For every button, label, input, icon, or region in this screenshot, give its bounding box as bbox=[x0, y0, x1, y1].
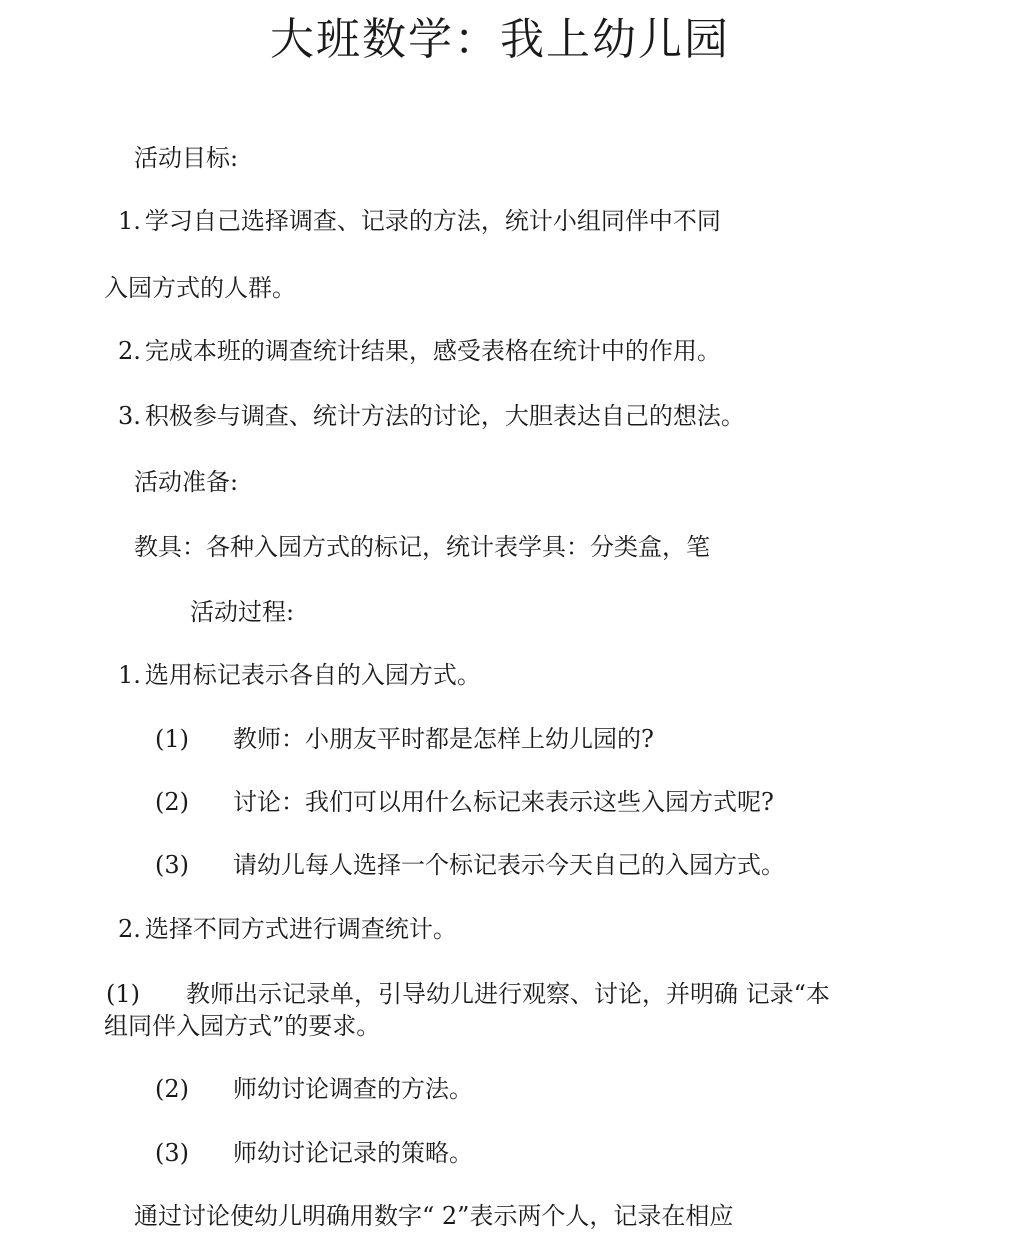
step-2-sub-3 bbox=[155, 1137, 473, 1169]
goal-2-text: 完成本班的调查统计结果，感受表格在统计中的作用。 bbox=[144, 337, 721, 365]
closing-paragraph: 通过讨论使幼儿明确用数字“ 2”表示两个人，记录在相应 bbox=[134, 1202, 734, 1230]
step-2-sub-3-text: 师幼讨论记录的策略。 bbox=[233, 1139, 473, 1167]
step-2-text: 选择不同方式进行调查统计。 bbox=[144, 915, 457, 943]
goal-1-text: 学习自己选择调查、记录的方法，统计小组同伴中不同 bbox=[144, 207, 721, 235]
step-1-sub-2-text: 讨论：我们可以用什么标记来表示这些入园方式呢? bbox=[233, 788, 774, 816]
step-1-sub-3-text: 请幼儿每人选择一个标记表示今天自己的入园方式。 bbox=[233, 851, 785, 879]
prep-heading: 活动准备: bbox=[134, 468, 239, 496]
step-2 bbox=[118, 913, 457, 945]
step-2-sub-1-continued: 组同伴入园方式”的要求。 bbox=[104, 1012, 381, 1040]
step-2-sub-2 bbox=[155, 1073, 473, 1105]
goal-1-number: 1. bbox=[118, 207, 141, 235]
step-2-sub-2-number: (2) bbox=[155, 1075, 189, 1103]
step-1-sub-1-number: (1) bbox=[155, 725, 189, 753]
step-2-sub-2-text: 师幼讨论调查的方法。 bbox=[233, 1075, 473, 1103]
step-2-sub-1-text: 教师出示记录单，引导幼儿进行观察、讨论，并明确 记录“本 bbox=[186, 980, 830, 1008]
step-1-sub-1 bbox=[155, 723, 654, 755]
step-1-sub-1-text: 教师：小朋友平时都是怎样上幼儿园的? bbox=[233, 725, 654, 753]
step-2-sub-1-number: (1) bbox=[106, 980, 140, 1008]
step-1-sub-3-number: (3) bbox=[155, 851, 189, 879]
step-2-number: 2. bbox=[118, 915, 141, 943]
goal-1-continued: 入园方式的人群。 bbox=[104, 274, 296, 302]
step-1-text: 选用标记表示各自的入园方式。 bbox=[144, 661, 481, 689]
step-1-sub-3 bbox=[155, 849, 785, 881]
goal-2-number: 2. bbox=[118, 337, 141, 365]
step-1-number: 1. bbox=[118, 661, 141, 689]
goal-2 bbox=[118, 335, 721, 367]
process-heading: 活动过程: bbox=[190, 598, 295, 626]
step-1 bbox=[118, 659, 481, 691]
step-2-sub-1 bbox=[106, 978, 830, 1010]
step-2-sub-3-number: (3) bbox=[155, 1139, 189, 1167]
goals-heading: 活动目标: bbox=[134, 144, 239, 172]
goal-3-text: 积极参与调查、统计方法的讨论，大胆表达自己的想法。 bbox=[144, 402, 745, 430]
goal-1 bbox=[118, 205, 721, 237]
step-1-sub-2-number: (2) bbox=[155, 788, 189, 816]
prep-text: 教具：各种入园方式的标记，统计表学具：分类盒，笔 bbox=[134, 533, 710, 561]
goal-3-number: 3. bbox=[118, 402, 141, 430]
document-title: 大班数学：我上幼儿园 bbox=[270, 14, 730, 65]
goal-3 bbox=[118, 400, 745, 432]
step-1-sub-2 bbox=[155, 786, 774, 818]
